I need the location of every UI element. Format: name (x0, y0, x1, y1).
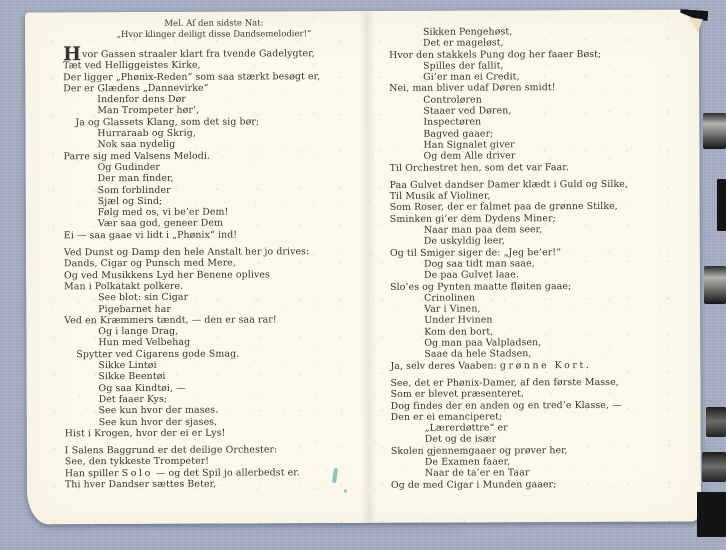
poem-line: Hurraraab og Skrig, (97, 127, 196, 140)
poem-line: Controløren (423, 94, 482, 106)
poem-line: Den er ei emanciperet; (390, 411, 503, 423)
poem-line: Spytter ved Cigarens gode Smag. (76, 348, 240, 360)
poem-line: See, den tykkeste Trompeter! (64, 456, 210, 468)
poem-line: Der er Glædens „Dannevirke“ (63, 82, 209, 95)
poem-stanza (390, 376, 692, 490)
poem-line: Kom den bort, (424, 326, 494, 338)
binder-clip (704, 266, 726, 304)
poem-line: Dog saa tidt man saae, (423, 258, 535, 270)
poem-line: Man i Polkatakt polkere. (64, 280, 184, 293)
poem-line: Sikken Pengehøst, (422, 26, 513, 38)
poem-line: Sikke Beentøi (98, 371, 166, 383)
binder-clip (717, 179, 726, 231)
poem-stanza (64, 246, 367, 439)
left-page-text (63, 43, 367, 491)
poem-line: Og saa Kindtøi, — (98, 382, 186, 394)
poem-line: Man Trompeter hør’, (97, 105, 200, 117)
poem-line: Sjæl og Sind; (97, 195, 163, 208)
poem-line: Saae da hele Stadsen, (424, 348, 532, 361)
melody-reference: Mel. Af den sidste Nat: (164, 18, 264, 29)
poem-line: Sminken gi’er dem Dydens Miner; (389, 212, 556, 225)
poem-line: Han Signalet giver (423, 139, 515, 151)
poem-line: Og Gudinder (97, 161, 160, 174)
poem-line: Ei — saa gaae vi lidt i „Phønix“ ind! (63, 229, 238, 242)
binder-clip (706, 407, 726, 437)
right-page-column (389, 26, 693, 497)
ink-smudge-dot (344, 489, 347, 493)
poem-line: Og ved Musikkens Lyd her Benene oplives (64, 269, 270, 281)
poem-line: Og man paa Valpladsen, (424, 337, 542, 349)
poem-line: Dands, Cigar og Punsch med Mere, (63, 257, 237, 270)
binder-clip (703, 113, 726, 149)
poem-line: Under Hvinen (424, 314, 493, 327)
poem-line: Sikke Lintøi (98, 359, 157, 372)
poem-line: Slo’es og Pynten maatte fløiten gaae; (390, 280, 572, 293)
poem-line: Hun med Velbehag (98, 337, 191, 349)
letterspaced-emphasis: grønne Kort. (499, 359, 592, 372)
poem-line: Hist i Krogen, hvor der ei er Lys! (64, 427, 226, 440)
poem-line: Det faaer Kys; (98, 393, 168, 406)
poem-stanza (63, 43, 366, 242)
poem-line: Skolen gjennemgaaer og prøver her, (390, 444, 568, 457)
poem-line: See kun hvor der mases. (98, 404, 219, 417)
binder-clip (697, 492, 726, 537)
poem-line: Ja, selv deres Vaaben: grønne Kort. (390, 359, 592, 372)
poem-line: Hvor Gassen straaler klart fra tvende Gadelygter, (63, 43, 315, 66)
poem-line: See blot: sin Cigar (98, 291, 189, 304)
left-page-column (63, 18, 367, 497)
poem-line: Som er blevet præsenteret, (390, 388, 525, 401)
binder-clip (702, 452, 726, 482)
poem-line: Det og de især (424, 433, 497, 446)
poem-line: I Salens Baggrund er det deilige Orchester: (64, 444, 278, 457)
poem-line: Thi hver Dandser sættes Beter, (64, 478, 217, 491)
poem-line: Ved Dunst og Damp den hele Anstalt her jo drives: (63, 246, 310, 259)
poem-line: Der man finder, (97, 173, 174, 185)
poem-line: Og de med Cigar i Munden gaaer; (390, 478, 557, 491)
poem-line: Han spiller Solo — og det Spil jo allerbedst er. (64, 466, 300, 479)
poem-line: De paa Gulvet laae. (424, 269, 519, 281)
poem-line: See kun hvor der sjases, (98, 416, 218, 428)
poem-line: Var i Vinen, (424, 303, 481, 315)
poem-line: Bagved gaaer; (423, 128, 494, 140)
poem-line: Tæt ved Helliggeistes Kirke, (63, 60, 201, 72)
poem-line: Og til Smiger siger de: „Jeg be’er!“ (389, 246, 562, 259)
poem-line: Til Orchestret hen, som det var Faar. (389, 161, 569, 174)
poem-line: „Lærerdøttre“ er (424, 422, 508, 434)
poem-line: Der ligger „Phønix-Reden“ som saa stærkt besøgt er, (63, 70, 321, 83)
poem-line: Paa Gulvet dandser Damer klædt i Guld og Silke, (389, 178, 628, 191)
poem-line: Til Musik af Violiner, (389, 190, 491, 203)
poem-line: Ja og Glassets Klang, som det sig bør; (75, 116, 260, 129)
poem-stanza (390, 178, 693, 371)
poem-line: Staaer ved Døren, (423, 105, 512, 117)
poem-line: De uskyldig leer, (423, 235, 505, 248)
poem-line: Dog findes der en anden og en tred’e Klasse, — (390, 399, 622, 412)
poem-line: Spilles der fallit, (423, 60, 504, 72)
poem-line: Nei, man bliver udaf Døren smidt! (389, 82, 556, 95)
poem-line: Crinolinen (424, 292, 476, 304)
melody-quote: „Hvor klinger deiligt disse Dandsemelodier!“ (116, 29, 312, 41)
poem-line: Nok saa nydelig (97, 139, 176, 151)
scanned-page (25, 10, 701, 525)
poem-line: Ved en Kræmmers tændt, — den er saa rar! (64, 314, 277, 327)
poem-stanza (389, 26, 692, 174)
poem-line: Som Roser, der er falmet paa de grønne Stilke, (389, 201, 618, 214)
poem-line: De Examen faaer, (424, 456, 511, 468)
poem-line: Følg med os, vi be’er Dem! (97, 206, 229, 219)
song-heading (63, 18, 365, 41)
poem-line: Indenfor dens Dør (97, 93, 186, 106)
letterspaced-emphasis: Solo (121, 467, 153, 479)
poem-line: Naar man paa dem seer, (423, 224, 543, 236)
poem-line: Hvor den stakkels Pung dog her faaer Bøst; (389, 48, 602, 61)
poem-line: Det er mageløst, (423, 37, 504, 50)
poem-stanza (65, 444, 367, 491)
poem-line: Og dem Alle driver (423, 150, 516, 163)
poem-line: See, det er Phønix-Damer, af den første Masse, (390, 376, 619, 389)
poem-line: Og i lange Drag, (98, 325, 179, 338)
poem-line: Parre sig med Valsens Melodi. (63, 150, 211, 162)
poem-line: Som forblinder (97, 184, 171, 196)
right-page-text (389, 26, 693, 491)
poem-line: Vær saa god, geneer Dem (97, 218, 224, 230)
drop-cap: H (63, 43, 82, 66)
poem-line: Naar de ta’er en Taar (424, 467, 530, 480)
poem-line: Pigebarnet har (98, 303, 171, 315)
poem-line: Gi’er man ei Credit, (423, 71, 520, 83)
poem-line: Inspectøren (423, 116, 482, 129)
